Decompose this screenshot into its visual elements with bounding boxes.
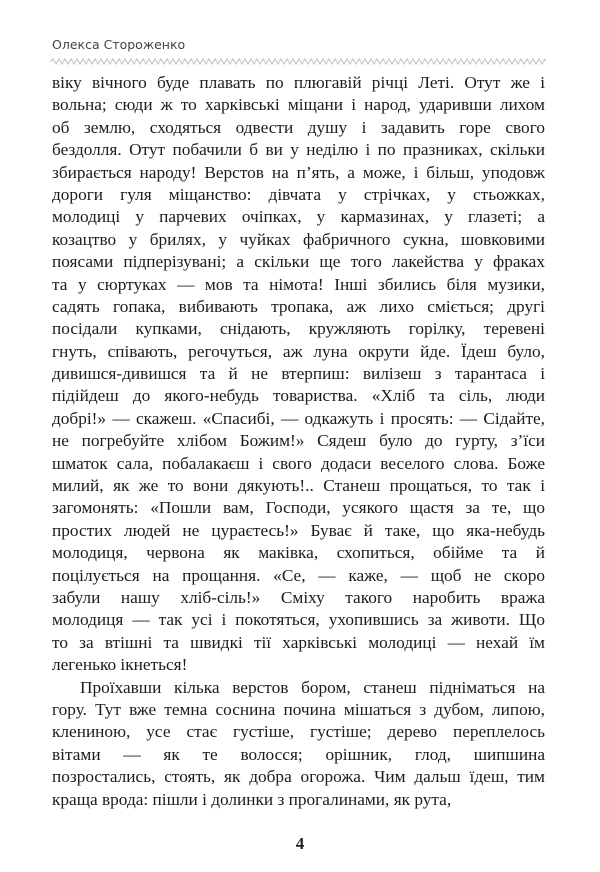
text-line: простих людей не цураєтесь!» Буває й таке, що яка-небудь	[52, 520, 545, 540]
text-line: бездолля. Отут побачили б ви у неділю і по празниках, скільки	[52, 140, 545, 160]
text-line: посідали купками, снідають, кружляють горілку, теревені	[52, 319, 545, 339]
body-text	[52, 72, 545, 811]
text-line: Проїхавши кілька верстов бором, станеш підніматься на	[80, 677, 545, 697]
text-line: та у сюртуках — мов та німота! Інші збились біля музики,	[52, 274, 545, 294]
text-line: милий, як же то вони дякують!.. Станеш прощаться, то так і	[52, 476, 545, 496]
text-line: збирається народу! Верстов на п’ять, а може, і більш, уподовж	[52, 162, 545, 182]
text-line: молодиця — так усі і покотяться, ухопившись за животи. Що	[52, 610, 545, 630]
text-line: об землю, сходяться одвести душу і задавить горе свого	[52, 117, 545, 137]
text-line: гору. Тут вже темна соснина почина мішаться з дубом, липою,	[52, 699, 545, 719]
text-line: віку вічного буде плавать по плюгавій річці Леті. Отут же і	[52, 73, 545, 92]
text-line: козацтво у брилях, у чуйках фабричного сукна, шовковими	[52, 229, 545, 249]
text-line: підійдеш до якого-небудь товариства. «Хліб та сіль, люди	[52, 386, 545, 406]
text-line: клениною, усе стає густіше, густіше; дерево переплелось	[52, 722, 545, 742]
text-line: дороги гуля міщанство: дівчата у стрічках, у стьожках,	[52, 184, 545, 204]
decorative-wavy-rule	[50, 58, 546, 66]
text-line: молодиця, червона як маківка, схопиться, обійме та й	[52, 543, 545, 563]
text-line: молодиці у парчевих очіпках, у кармазинах, у глазеті; а	[52, 207, 545, 227]
text-line: вольна; сюди ж то харківські міщани і народ, ударивши лихом	[52, 95, 545, 115]
text-line: позростались, стоять, як добра огорожа. Чим дальш їдеш, тим	[52, 767, 545, 787]
running-head-author: Олекса Стороженко	[52, 37, 186, 52]
text-line: садять гопака, вибивають тропака, аж лихо сміється; другі	[52, 296, 545, 316]
text-line: поясами підперізувані; а скільки ще того лакейства у фраках	[52, 252, 545, 272]
text-line: краща врода: пішли і долинки з прогалинами, як рута,	[52, 789, 452, 809]
text-line: то за втішні та швидкі тії харківські молодиці — нехай їм	[52, 632, 545, 652]
text-line: легенько ікнеться!	[52, 655, 188, 675]
text-line: поцілується на прощання. «Се, — каже, — щоб не скоро	[52, 565, 545, 585]
text-line: вітами — як те волосся; орішник, глод, шипшина	[52, 744, 545, 764]
text-line: добрі!» — скажеш. «Спасибі, — одкажуть і просять: — Сідайте,	[52, 408, 545, 428]
text-line: дивишся-дивишся та й не втерпиш: вилізеш з тарантаса і	[52, 364, 545, 384]
page-number: 4	[295, 834, 305, 853]
text-line: шматок сала, побалакаєш і свого додаси веселого слова. Боже	[52, 453, 545, 473]
text-line: не погребуйте хлібом Божим!» Сядеш було до гурту, з’їси	[52, 431, 545, 451]
text-line: гнуть, співають, регочуться, аж луна окрути йде. Їдеш було,	[52, 341, 545, 361]
text-line: загомонять: «Пошли вам, Господи, усякого щастя за те, що	[52, 498, 545, 518]
text-line: забули нашу хліб-сіль!» Сміху такого наробить вража	[52, 587, 545, 607]
